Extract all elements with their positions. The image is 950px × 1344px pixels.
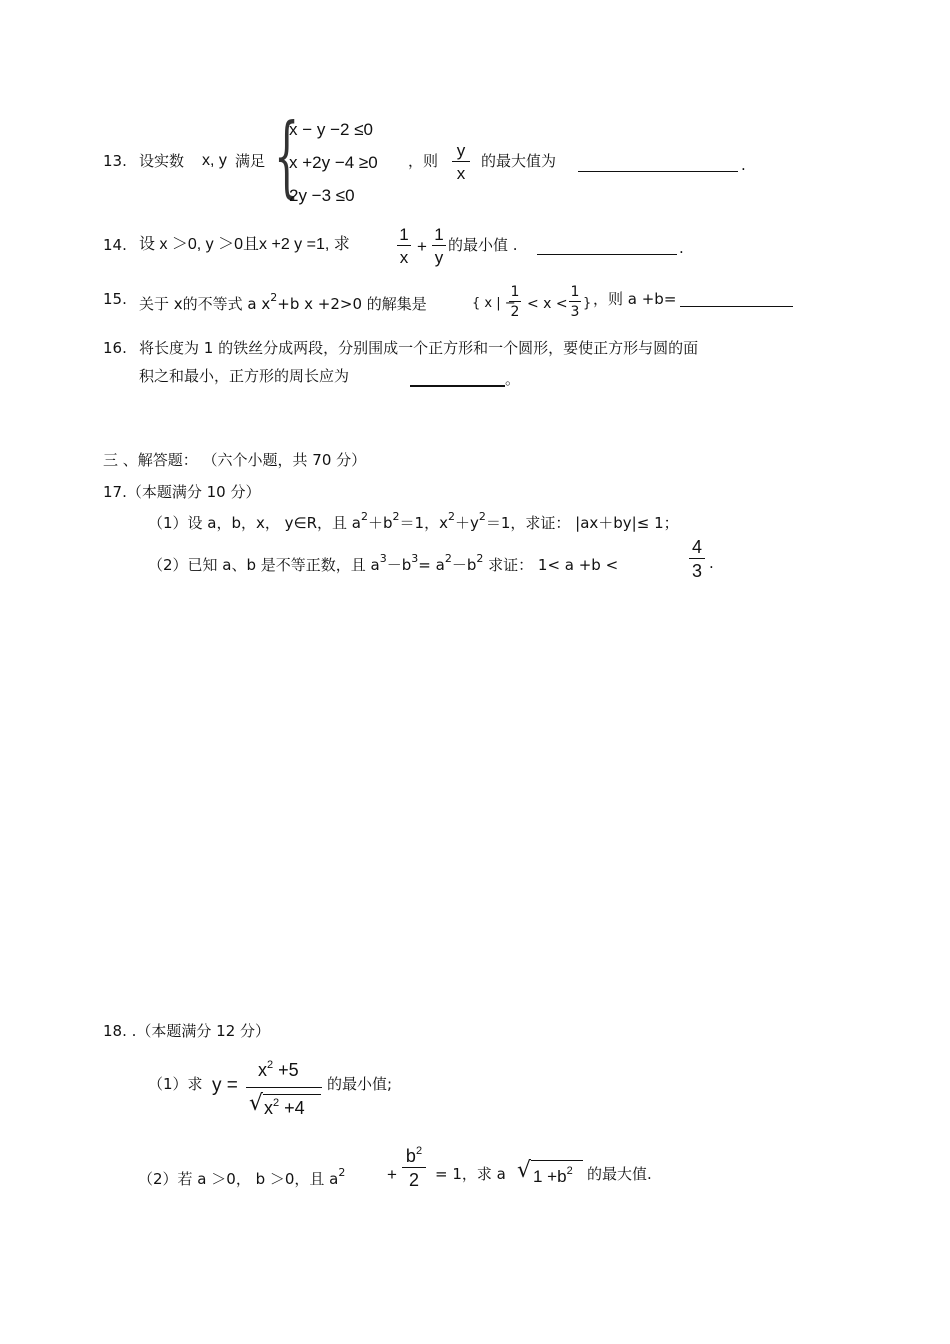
question-13-number: 13. bbox=[103, 152, 127, 170]
question-16-number: 16. bbox=[103, 339, 127, 357]
question-13-prefix: 设实数 bbox=[139, 152, 185, 170]
fraction-numerator: 4 bbox=[691, 537, 702, 557]
question-13-then: ，则 bbox=[408, 152, 439, 170]
part-2-text-d: －b bbox=[451, 556, 477, 574]
numerator-b: b bbox=[405, 1146, 416, 1166]
question-15-number: 15. bbox=[103, 290, 127, 308]
constraint-brace: { bbox=[274, 104, 300, 207]
exponent: 2 bbox=[270, 291, 278, 304]
fraction-b-squared-over-2 bbox=[402, 1146, 426, 1189]
fraction-one-over-y bbox=[432, 226, 446, 266]
question-16-line-2: 积之和最小，正方形的周长应为 bbox=[139, 367, 350, 385]
question-13-end: . bbox=[741, 156, 746, 174]
solution-set-close: } bbox=[583, 296, 592, 311]
radical-sign-icon: √ bbox=[249, 1091, 264, 1116]
question-17-end: . bbox=[709, 554, 714, 572]
exponent: 2 bbox=[566, 1165, 573, 1177]
part-1-text-b: ＋b bbox=[368, 514, 393, 532]
radical-bar bbox=[263, 1094, 321, 1095]
question-18-header: 18. .（本题满分 12 分） bbox=[103, 1022, 271, 1040]
question-13-tail: 的最大值为 bbox=[481, 152, 557, 170]
fraction-numerator: y bbox=[456, 141, 466, 160]
question-13-vars: x, y bbox=[202, 152, 227, 169]
part-1-text-e: ＝1，求证： |ax＋by|≤ 1； bbox=[485, 514, 679, 532]
answer-blank-15[interactable] bbox=[680, 306, 793, 307]
fraction-four-thirds bbox=[689, 538, 705, 580]
numerator-plus-5: +5 bbox=[278, 1060, 299, 1080]
fraction-denominator: 2 bbox=[408, 1170, 419, 1190]
question-16-end: 。 bbox=[505, 370, 521, 388]
exponent: 2 bbox=[444, 552, 452, 565]
question-16-line-1: 将长度为 1 的铁丝分成两段，分别围成一个正方形和一个圆形，要使正方形与圆的面 bbox=[139, 339, 699, 357]
fraction-one-third bbox=[569, 285, 581, 319]
part-2-equals: = 1，求 a bbox=[435, 1165, 506, 1183]
question-17-part-2 bbox=[148, 553, 618, 573]
fraction-numerator: 1 bbox=[510, 284, 520, 300]
answer-blank-16[interactable] bbox=[410, 385, 505, 387]
exponent: 2 bbox=[392, 510, 400, 523]
exponent: 2 bbox=[361, 510, 368, 523]
part-1-text-a: （1）设 a，b，x， y∈R，且 a bbox=[148, 514, 361, 532]
question-18-part-1-label: （1）求 bbox=[148, 1075, 203, 1093]
question-17-part-1 bbox=[148, 511, 679, 531]
plus-sign: + bbox=[417, 237, 427, 256]
fraction-bar bbox=[432, 245, 446, 246]
part-1-denominator bbox=[264, 1098, 305, 1117]
fraction-bar bbox=[452, 161, 470, 162]
fraction-denominator: 3 bbox=[691, 561, 702, 581]
answer-blank-13[interactable] bbox=[578, 171, 738, 172]
fraction-numerator: 1 bbox=[434, 225, 444, 244]
exponent: 2 bbox=[476, 552, 484, 565]
fraction-numerator: 1 bbox=[399, 225, 409, 244]
question-14-end: . bbox=[679, 239, 684, 257]
exponent: 3 bbox=[411, 552, 419, 565]
exponent: 2 bbox=[447, 510, 455, 523]
fraction-bar bbox=[397, 245, 411, 246]
fraction-bar bbox=[509, 301, 521, 302]
exponent: 2 bbox=[415, 1145, 423, 1157]
part-2-radicand bbox=[533, 1166, 573, 1185]
part-2-text: （2）若 a ＞0， b ＞0，且 a bbox=[138, 1170, 339, 1188]
question-18-part-2-tail: 的最大值. bbox=[587, 1165, 652, 1183]
question-15-text-b: +b x +2>0 的解集是 bbox=[277, 295, 427, 313]
part-1-text-c: ＝1，x bbox=[399, 514, 448, 532]
answer-blank-14[interactable] bbox=[537, 254, 677, 255]
numerator-x: x bbox=[258, 1060, 267, 1080]
exponent: 3 bbox=[379, 552, 387, 565]
fraction-bar bbox=[689, 558, 705, 559]
fraction-denominator: x bbox=[399, 248, 409, 267]
exponent: 2 bbox=[267, 1059, 274, 1071]
part-2-text-c: = a bbox=[418, 556, 445, 574]
fraction-y-over-x bbox=[452, 142, 470, 182]
fraction-denominator: 2 bbox=[510, 304, 520, 320]
denominator-plus-4: +4 bbox=[284, 1098, 305, 1118]
constraint-2: x +2y −4 ≥0 bbox=[289, 153, 378, 172]
part-1-numerator bbox=[258, 1060, 299, 1079]
part-2-text-e: 求证： 1< a +b < bbox=[483, 556, 619, 574]
fraction-bar bbox=[402, 1167, 426, 1168]
question-15-tail: ，则 a +b= bbox=[593, 290, 677, 308]
part-2-text-a: （2）已知 a、b 是不等正数，且 a bbox=[148, 556, 380, 574]
fraction-one-half bbox=[509, 285, 521, 319]
exponent: 2 bbox=[273, 1097, 280, 1109]
fraction-denominator: y bbox=[434, 248, 444, 267]
solution-set-open: { x | − bbox=[472, 296, 516, 311]
section-3-title: 三 、解答题： （六个小题，共 70 分） bbox=[103, 451, 367, 469]
radicand-text: 1 +b bbox=[533, 1167, 567, 1186]
radical-bar bbox=[531, 1160, 583, 1161]
constraint-1: x − y −2 ≤0 bbox=[289, 120, 373, 139]
exponent: 2 bbox=[478, 510, 486, 523]
question-14-number: 14. bbox=[103, 236, 127, 254]
question-14-text: 设 x ＞0, y ＞0且x +2 y =1, 求 bbox=[139, 236, 350, 253]
constraint-3: 2y −3 ≤0 bbox=[289, 186, 355, 205]
solution-set-middle: < x < bbox=[527, 296, 568, 312]
question-18-part-2-label bbox=[138, 1167, 345, 1187]
part-2-plus: + bbox=[387, 1165, 397, 1184]
question-14-tail: 的最小值 . bbox=[448, 236, 518, 254]
question-17-header: 17.（本题满分 10 分） bbox=[103, 483, 261, 501]
denominator-x: x bbox=[264, 1098, 273, 1118]
part-1-text-d: ＋y bbox=[454, 514, 479, 532]
exponent: 2 bbox=[338, 1166, 346, 1179]
fraction-bar bbox=[246, 1087, 322, 1088]
question-15-text bbox=[139, 292, 427, 312]
fraction-denominator: x bbox=[456, 164, 466, 183]
question-18-part-1-tail: 的最小值; bbox=[327, 1075, 393, 1093]
question-15-text-a: 关于 x的不等式 a x bbox=[139, 295, 271, 313]
fraction-one-over-x bbox=[397, 226, 411, 266]
radical-sign-icon: √ bbox=[517, 1158, 532, 1183]
question-13-satisfy: 满足 bbox=[235, 152, 266, 170]
fraction-bar bbox=[569, 301, 581, 302]
part-2-text-b: －b bbox=[386, 556, 412, 574]
fraction-numerator bbox=[402, 1146, 426, 1167]
fraction-denominator: 3 bbox=[570, 304, 580, 320]
y-equals: y = bbox=[212, 1075, 238, 1096]
fraction-numerator: 1 bbox=[570, 284, 580, 300]
